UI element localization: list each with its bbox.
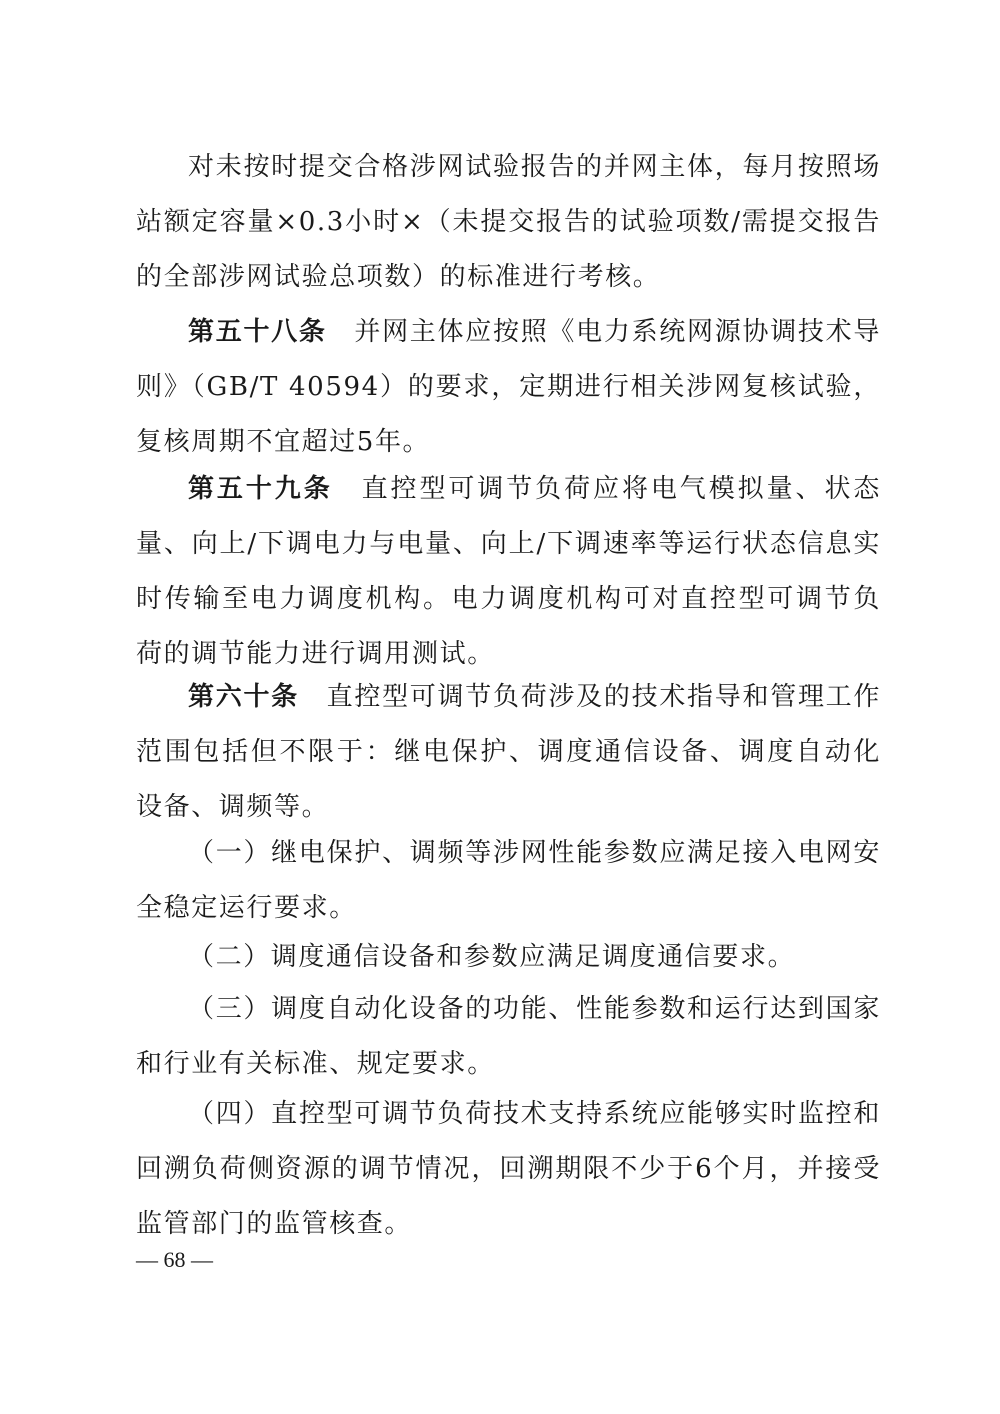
clause-text: （一）继电保护、调频等涉网性能参数应满足接入电网安全稳定运行要求。 [136,838,881,923]
clause-text: （三）调度自动化设备的功能、性能参数和运行达到国家和行业有关标准、规定要求。 [136,994,881,1079]
article-60 [136,670,881,835]
paragraph-assessment-rule [136,140,881,305]
article-59 [136,462,881,682]
article-heading: 第六十条 [188,682,299,712]
article-body: 直控型可调节负荷应将电气模拟量、状态量、向上/下调电力与电量、向上/下调速率等运行状态信息实时传输至电力调度机构。电力调度机构可对直控型可调节负荷的调节能力进行调用测试。 [136,474,881,669]
clause-1 [136,826,881,936]
clause-2 [136,930,881,985]
article-body: 并网主体应按照《电力系统网源协调技术导则》（GB/T 40594）的要求，定期进行相关涉网复核试验，复核周期不宜超过5年。 [136,317,881,457]
page-number: — 68 — [136,1247,213,1272]
article-58 [136,305,881,470]
clause-4 [136,1087,881,1252]
paragraph-text: 对未按时提交合格涉网试验报告的并网主体，每月按照场站额定容量×0.3小时×（未提交报告的试验项数/需提交报告的全部涉网试验总项数）的标准进行考核。 [136,152,881,292]
article-heading: 第五十八条 [188,317,327,347]
clause-text: （四）直控型可调节负荷技术支持系统应能够实时监控和回溯负荷侧资源的调节情况，回溯期限不少于6个月，并接受监管部门的监管核查。 [136,1099,881,1239]
clause-3 [136,982,881,1092]
clause-text: （二）调度通信设备和参数应满足调度通信要求。 [188,942,796,972]
article-body: 直控型可调节负荷涉及的技术指导和管理工作范围包括但不限于：继电保护、调度通信设备、调度自动化设备、调频等。 [136,682,881,822]
article-heading: 第五十九条 [188,474,333,504]
